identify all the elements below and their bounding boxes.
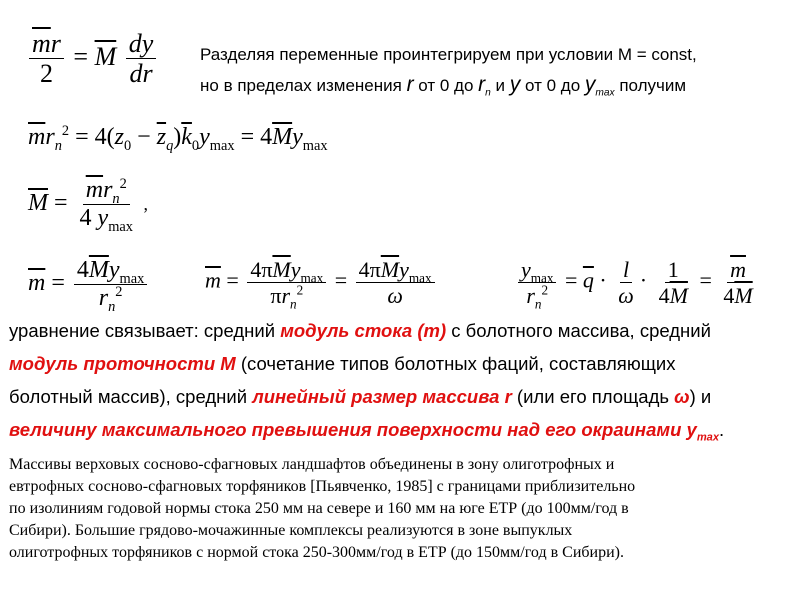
intro-line-1: Разделяя переменные проинтегрируем при условии M = const, — [200, 45, 697, 64]
note-line-4: Сибири). Большие грядово-мочажинные комплексы реализуются в зоне выпуклых — [9, 522, 573, 539]
note-line-3: по изолиниям годовой нормы стока 250 мм на севере и 160 мм на юге ЕТР (до 100мм/год в — [9, 500, 629, 517]
paragraph-line-3: болотный массив), средний линейный размер массива r (или его площадь ω) и — [9, 386, 712, 407]
note-line-5: олиготрофных торфяников с нормой стока 250-300мм/год в ЕТР (до 150мм/год в Сибири). — [9, 544, 624, 561]
note-line-2: евтрофных сосново-сфагновых торфяников [Пьявченко, 1985] с границами приблизительно — [9, 478, 636, 495]
equation-modulus-m-area: $\overline{m}$ = $\frac{4\pi\overline{M}y_{max}}{\pi r_n^2}$ = $\frac{4\pi\overline{M}y_{max}}{\omega}$ — [205, 258, 438, 307]
equation-modulus-M: $\overline{M}$ = $\frac{\overline{m}r_n^2}{4 y_{max}}$ , — [28, 176, 148, 235]
intro-line-2: но в пределах изменения r от 0 до $r_n$ и y от 0 до $y_{max}$ получим — [200, 73, 687, 99]
note-paragraph — [9, 454, 794, 564]
equation-ratio: $\frac{y_{max}}{r_n^2}$ = $\overline{q}$ · $\frac{l}{\omega}$ · $\frac{1}{4\overline{M}}$ = $\frac{\overline{m}}{4\overline{M}}$ — [515, 258, 759, 307]
equation-integrated: $\overline{m}r_n^2 = 4(z_0 - \overline{z}_q)\overline{k}_0y_{max} = 4\overline{M}y_{max}$ — [28, 123, 328, 154]
intro-text — [200, 40, 795, 101]
equation-differential: $\frac{\overline{m}r}{2}$ = $\overline{M}$ $\frac{dy}{dr}$ — [26, 30, 159, 88]
main-paragraph — [9, 314, 794, 446]
equation-modulus-m: $\overline{m}$ = $\frac{4\overline{M}y_{max}}{r_n^2}$ — [28, 258, 150, 311]
paragraph-line-4: величину максимального превышения поверхности над его окраинами $y_{max}$. — [9, 419, 725, 444]
paragraph-line-2: модуль проточности M (сочетание типов болотных фаций, составляющих — [9, 353, 676, 374]
paragraph-line-1: уравнение связывает: средний модуль стока (m) с болотного массива, средний — [9, 320, 711, 341]
note-line-1: Массивы верховых сосново-сфагновых ландшафтов объединены в зону олиготрофных и — [9, 456, 615, 473]
